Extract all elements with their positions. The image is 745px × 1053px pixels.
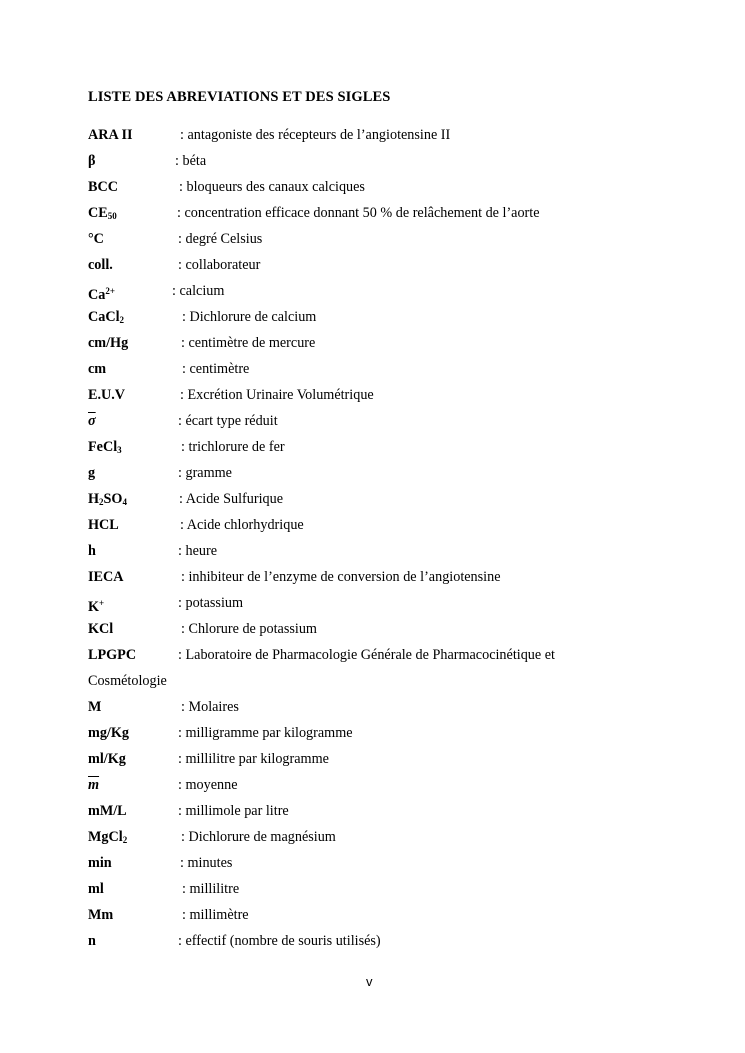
abbreviation-list (88, 126, 688, 958)
abbreviation: E.U.V (88, 387, 126, 403)
abbreviation: $H_2SO_4$ (88, 491, 127, 507)
abbreviation: ml/Kg (88, 751, 126, 767)
list-item (88, 178, 688, 204)
definition: : centimètre (182, 361, 250, 377)
abbreviation: cm (88, 361, 107, 377)
list-item (88, 620, 688, 646)
definition: : Laboratoire de Pharmacologie Générale de Pharmacocinétique et (178, 647, 555, 663)
list-item (88, 880, 688, 906)
list-item (88, 516, 688, 542)
definition: : antagoniste des récepteurs de l’angiotensine II (180, 127, 451, 143)
abbreviation: K+ (88, 598, 105, 615)
list-item (88, 802, 688, 828)
list-item (88, 126, 688, 152)
list-item (88, 646, 688, 672)
definition: : millimètre (182, 907, 249, 923)
list-item (88, 906, 688, 932)
list-item (88, 854, 688, 880)
definition: : gramme (178, 465, 232, 481)
list-item (88, 152, 688, 178)
abbreviation: MgCl$_2$ (88, 829, 128, 845)
definition: : millimole par litre (178, 803, 289, 819)
abbreviation: mg/Kg (88, 725, 129, 741)
list-item (88, 698, 688, 724)
abbreviation: cm/Hg (88, 335, 129, 351)
list-item (88, 464, 688, 490)
list-item (88, 204, 688, 230)
list-item (88, 438, 688, 464)
definition: : Molaires (181, 699, 239, 715)
definition: : béta (175, 153, 207, 169)
abbreviation: M (88, 699, 102, 715)
definition: : trichlorure de fer (181, 439, 285, 455)
definition-continuation: Cosmétologie (88, 673, 167, 689)
definition: : inhibiteur de l’enzyme de conversion de l’angiotensine (181, 569, 501, 585)
list-item (88, 828, 688, 854)
list-item (88, 490, 688, 516)
abbreviation: n (88, 933, 96, 949)
abbreviation: FeCl$_3$ (88, 439, 122, 455)
list-item (88, 750, 688, 776)
list-item (88, 334, 688, 360)
definition: : Acide chlorhydrique (180, 517, 304, 533)
definition: : Dichlorure de calcium (182, 309, 317, 325)
definition: : potassium (178, 595, 244, 611)
list-item (88, 256, 688, 282)
abbreviation: g (88, 465, 96, 481)
abbreviation: KCl (88, 621, 114, 637)
definition: : Acide Sulfurique (179, 491, 284, 507)
abbreviation: HCL (88, 517, 119, 533)
definition: : collaborateur (178, 257, 261, 273)
abbreviation: ARA II (88, 127, 133, 143)
definition: : centimètre de mercure (181, 335, 316, 351)
definition: : millilitre par kilogramme (178, 751, 329, 767)
abbreviation: Mm (88, 907, 114, 923)
definition: : minutes (180, 855, 233, 871)
definition: : Excrétion Urinaire Volumétrique (180, 387, 374, 403)
definition: : calcium (172, 283, 225, 299)
abbreviation: $\overline{\sigma}$ (88, 413, 96, 429)
list-item (88, 360, 688, 386)
abbreviation: min (88, 855, 112, 871)
abbreviation: $Ca^{2+}$ (88, 286, 115, 303)
abbreviation: β (88, 153, 96, 169)
abbreviation: coll. (88, 257, 113, 273)
list-item (88, 230, 688, 256)
list-item (88, 594, 688, 620)
list-item (88, 386, 688, 412)
list-item (88, 542, 688, 568)
abbreviation: BCC (88, 179, 118, 195)
list-item (88, 724, 688, 750)
list-item (88, 412, 688, 438)
abbreviation: mM/L (88, 803, 127, 819)
definition: : concentration efficace donnant 50 % de relâchement de l’aorte (177, 205, 540, 221)
list-item-continuation (88, 672, 688, 698)
abbreviation: LPGPC (88, 647, 137, 663)
definition: : bloqueurs des canaux calciques (179, 179, 365, 195)
definition: : effectif (nombre de souris utilisés) (178, 933, 381, 949)
abbreviation: h (88, 543, 96, 559)
abbreviation: IECA (88, 569, 124, 585)
abbreviation: ml (88, 881, 104, 897)
list-item (88, 282, 688, 308)
definition: : millilitre (182, 881, 240, 897)
abbreviation: $CE_{50}$ (88, 205, 117, 221)
list-item (88, 308, 688, 334)
page-number: v (366, 974, 373, 989)
definition: : Chlorure de potassium (181, 621, 317, 637)
page-title: LISTE DES ABREVIATIONS ET DES SIGLES (88, 89, 391, 105)
abbreviation: CaCl$_2$ (88, 309, 125, 325)
definition: : moyenne (178, 777, 238, 793)
definition: : écart type réduit (178, 413, 278, 429)
definition: : heure (178, 543, 217, 559)
abbreviation: °C (88, 231, 104, 247)
list-item (88, 932, 688, 958)
definition: : milligramme par kilogramme (178, 725, 353, 741)
abbreviation: $\overline{m}$ (88, 777, 100, 793)
list-item (88, 568, 688, 594)
list-item (88, 776, 688, 802)
definition: : Dichlorure de magnésium (181, 829, 336, 845)
definition: : degré Celsius (178, 231, 263, 247)
